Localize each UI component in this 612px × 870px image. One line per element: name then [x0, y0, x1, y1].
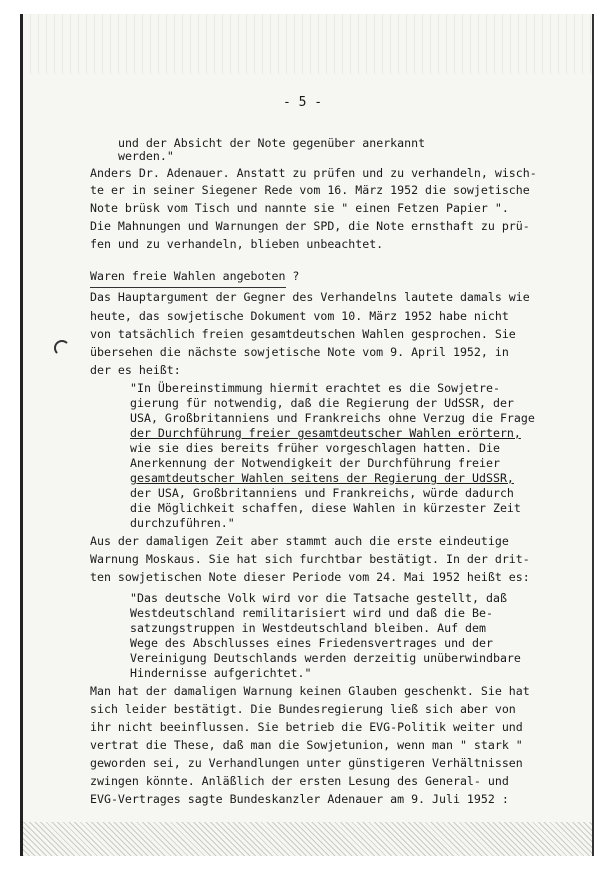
text-line: te er in seiner Siegener Rede vom 16. März 1952 die sowjetische: [90, 183, 530, 197]
text-line: werden.": [104, 149, 174, 163]
text-line: sich leider bestätigt. Die Bundesregierung ließ sich aber von: [90, 702, 516, 716]
quote-line: der USA, Großbritanniens und Frankreichs, würde dadurch: [130, 486, 514, 500]
text-line: ihr nicht beeinflussen. Sie betrieb die EVG-Politik weiter und: [90, 720, 523, 734]
quote-line: satzungstruppen in Westdeutschland bleiben. Auf dem: [130, 621, 486, 635]
quote-line: "Das deutsche Volk wird vor die Tatsache gestellt, daß: [130, 591, 507, 605]
text-line: vertrat die These, daß man die Sowjetunion, wenn man " stark ": [90, 738, 523, 752]
text-line: ten sowjetischen Note dieser Periode vom 24. Mai 1952 heißt es:: [90, 570, 530, 584]
text-line: EVG-Vertrages sagte Bundeskanzler Adenauer am 9. Juli 1952 :: [90, 792, 509, 806]
quote-line: die Möglichkeit schaffen, diese Wahlen in kürzester Zeit: [130, 501, 521, 515]
text-line: Man hat der damaligen Warnung keinen Glauben geschenkt. Sie hat: [90, 684, 530, 698]
text-line: Das Hauptargument der Gegner des Verhandelns lautete damals wie: [90, 290, 530, 304]
heading-underline: [90, 287, 286, 288]
text-line: Anders Dr. Adenauer. Anstatt zu prüfen und zu verhandeln, wisch-: [90, 166, 537, 180]
text-line: Warnung Moskaus. Sie hat sich furchtbar bestätigt. In der drit-: [90, 552, 530, 566]
quote-line: Hindernisse aufgerichtet.": [130, 666, 312, 680]
binder-mark: [54, 340, 70, 356]
quote-line: Anerkennung der Notwendigkeit der Durchführung freier: [130, 456, 500, 470]
text-line: zwingen könnte. Anläßlich der ersten Lesung des General- und: [90, 774, 509, 788]
quote-line: durchzuführen.": [130, 516, 235, 530]
quote-line: Westdeutschland remilitarisiert wird und daß die Be-: [130, 606, 493, 620]
text-line: und der Absicht der Note gegenüber anerkannt: [104, 136, 426, 150]
quote-line: Vereinigung Deutschlands werden derzeitig unüberwindbare: [130, 651, 521, 665]
text-line: geworden sei, zu Verhandlungen unter günstigeren Verhältnissen: [90, 756, 523, 770]
text-line: der es heißt:: [90, 363, 181, 377]
page-number: - 5 -: [283, 95, 323, 110]
text-line: von tatsächlich freien gesamtdeutschen Wahlen gesprochen. Sie: [90, 327, 516, 341]
text-line: Note brüsk vom Tisch und nannte sie " einen Fetzen Papier ".: [90, 201, 509, 215]
section-heading: Waren freie Wahlen angeboten ?: [90, 269, 300, 283]
text-line: Die Mahnungen und Warnungen der SPD, die Note ernsthaft zu prü-: [90, 219, 530, 233]
quote-line: gierung für notwendig, daß die Regierung der UdSSR, der: [130, 396, 514, 410]
quote-line: Wege des Abschlusses eines Friedensvertrages und der: [130, 636, 493, 650]
text-line: Aus der damaligen Zeit aber stammt auch die erste eindeutige: [90, 534, 509, 548]
quote-line: wie sie dies bereits früher vorgeschlagen hatten. Die: [130, 441, 500, 455]
quote-line: gesamtdeutscher Wahlen seitens der Regierung der UdSSR,: [130, 471, 514, 485]
quote-line: "In Übereinstimmung hiermit erachtet es die Sowjetre-: [130, 381, 500, 395]
text-line: heute, das sowjetische Dokument vom 10. März 1952 habe nicht: [90, 309, 509, 323]
text-line: fen und zu verhandeln, blieben unbeachtet.: [90, 237, 384, 251]
text-line: übersehen die nächste sowjetische Note vom 9. April 1952, in: [90, 345, 509, 359]
quote-line: der Durchführung freier gesamtdeutscher Wahlen erörtern,: [130, 426, 521, 440]
quote-line: USA, Großbritanniens und Frankreichs ohne Verzug die Frage: [130, 411, 535, 425]
